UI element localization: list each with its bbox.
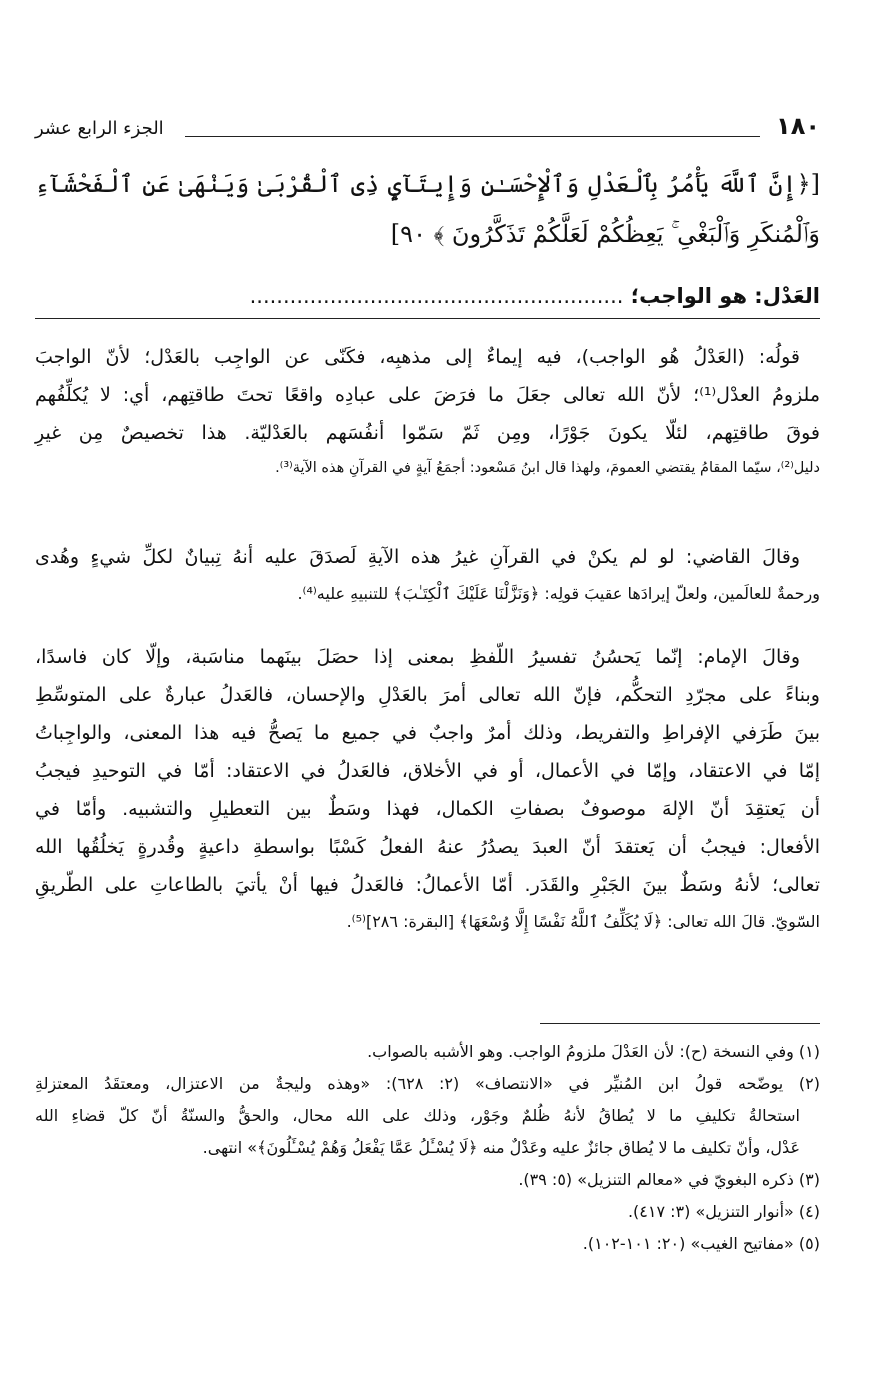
body-line: قولُه: (العَدْلُ هُو الواجب)، فيه إيماءٌ إلى مذهبِه، فكَنّى عن الواجِب بالعَدْل؛ لأنّ الواجبَ (35, 346, 800, 368)
footnote-continuation: عَدْل، وأنّ تكليف ما لا يُطاق جائزٌ عليه وعَدْلٌ منه ﴿لَا يُسْـَٔلُ عَمَّا يَفْعَلُ وَهُمْ يُسْـَٔلُونَ﴾» انتهى. (202, 1138, 800, 1157)
running-header (35, 112, 820, 146)
section-heading (35, 284, 820, 308)
body-line: ملزومُ العدْل⁽¹⁾؛ لأنّ الله تعالى جعَلَ ما فرَضَ على عبادِه واقعًا تحتَ طاقتِهم، أي: لا يُكلِّفُهم (35, 384, 820, 406)
body-line: أن يَعتقِدَ أنّ الإلهَ موصوفٌ بصفاتِ الكمال، فهذا وسَطٌ بين التعطيلِ والتشبيه. وأمّا في (35, 798, 820, 820)
part-title: الجزء الرابع عشر (35, 118, 164, 139)
body-line: تعالى؛ لأنهُ وسَطٌ بينَ الجَبْرِ والقَدَر. أمّا الأعمالُ: فالعَدلُ فيها أنْ يأتيَ بالطاعاتِ على الطّريقِ (35, 874, 820, 896)
heading-text: العَدْل: هو الواجب؛ (630, 284, 820, 308)
body-line: بينَ طَرَفي الإفراطِ والتفريط، وذلك أمرٌ واجبٌ في جميع ما يَصحُّ فيه هذا المعنى، والواجِباتُ (35, 722, 820, 744)
body-line: فوقَ طاقتِهم، لئلّا يكونَ جَوْرًا، ومِن ثَمّ سَمّوا أنفُسَهم بالعَدْليّة. هذا تخصيصٌ مِن غيرِ (35, 422, 820, 444)
footnote: (٥) «مفاتيح الغيب» (٢٠: ١٠١-١٠٢). (582, 1234, 820, 1253)
heading-rule (35, 318, 820, 319)
body-line: وقالَ القاضي: لو لم يكنْ في القرآنِ غيرُ هذه الآيةِ لَصدَقَ عليه أنهُ تِبيانٌ لكلِّ شيءٍ وهُدى (35, 546, 800, 568)
body-line: وقالَ الإمام: إنّما يَحسُنُ تفسيرُ اللّفظِ بمعنى إذا حصَلَ بينَهما مناسَبة، وإلّا كان فاسدًا، (35, 646, 800, 668)
verse-line: وَٱلْمُنكَرِ وَٱلْبَغْىِ ۚ يَعِظُكُمْ لَعَلَّكُمْ تَذَكَّرُونَ ﴾ ٩٠] (390, 220, 820, 248)
heading-leader-dots: ........................................................ (249, 284, 624, 308)
body-line: دليل⁽²⁾، سيّما المقامُ يقتضي العمومَ، ولهذا قال ابنُ مَسْعود: أجمَعُ آيةٍ في القرآنِ هذه الآية⁽³⁾. (275, 460, 820, 476)
verse-line: [﴿إِنَّ ٱللَّهَ يَأْمُرُ بِٱلْعَدْلِ وَٱلْإِحْسَـٰنِ وَإِيتَآيِٕ ذِى ٱلْقُرْبَىٰ وَيَنْهَىٰ عَنِ ٱلْفَحْشَآءِ (35, 170, 820, 198)
body-line: الأفعال: فيجبُ أن يَعتقدَ أنّ العبدَ يصدُرُ عنهُ الفعلُ كَسْبًا بواسطةِ داعيةٍ وقُدرةٍ يَخلُقُها الله (35, 836, 820, 858)
footnote: (١) وفي النسخة (ح): لأن العَدْلَ ملزومُ الواجب. وهو الأشبه بالصواب. (367, 1042, 820, 1061)
body-line: ورحمةٌ للعالَمين، ولعلّ إيرادَها عقيبَ قولِه: ﴿وَنَزَّلْنَا عَلَيْكَ ٱلْكِتَـٰبَ﴾ للتنبيهِ عليه⁽⁴⁾. (297, 584, 820, 603)
footnote-separator (540, 1023, 820, 1024)
body-line: السّويّ. قالَ الله تعالى: ﴿لَا يُكَلِّفُ ٱللَّهُ نَفْسًا إِلَّا وُسْعَهَا﴾ [البقرة: ٢٨٦]⁽⁵⁾. (346, 912, 820, 931)
footnote-continuation: استحالةُ تكليفِ ما لا يُطاقُ لأنهُ ظُلمٌ وجَوْر، وذلك على الله محال، والحقُّ والسنّةُ أنّ كلّ قضاءِ الله (35, 1106, 800, 1125)
footnote: (٣) ذكره البغويّ في «معالم التنزيل» (٥: ٣٩). (518, 1170, 820, 1189)
footnote: (٤) «أنوار التنزيل» (٣: ٤١٧). (627, 1202, 820, 1221)
footnote: (٢) يوضّحه قولُ ابن المُنيِّر في «الانتصاف» (٢: ٦٢٨): «وهذه وليجةٌ من الاعتزال، ومعتقَدُ المعتزلةِ (35, 1074, 820, 1093)
body-line: إمّا في الاعتقاد، وإمّا في الأعمال، أو في الأخلاق، فالعَدلُ في الاعتقاد: أمّا في التوحيدِ فيجبُ (35, 760, 820, 782)
page-number: ١٨٠ (776, 112, 820, 140)
body-line: وبناءً على مجرّدِ التحكُّم، فإنّ الله تعالى أمرَ بالعَدْلِ والإحسان، فالعَدلُ عبارةٌ على المتوسِّطِ (35, 684, 820, 706)
header-rule (185, 136, 760, 137)
